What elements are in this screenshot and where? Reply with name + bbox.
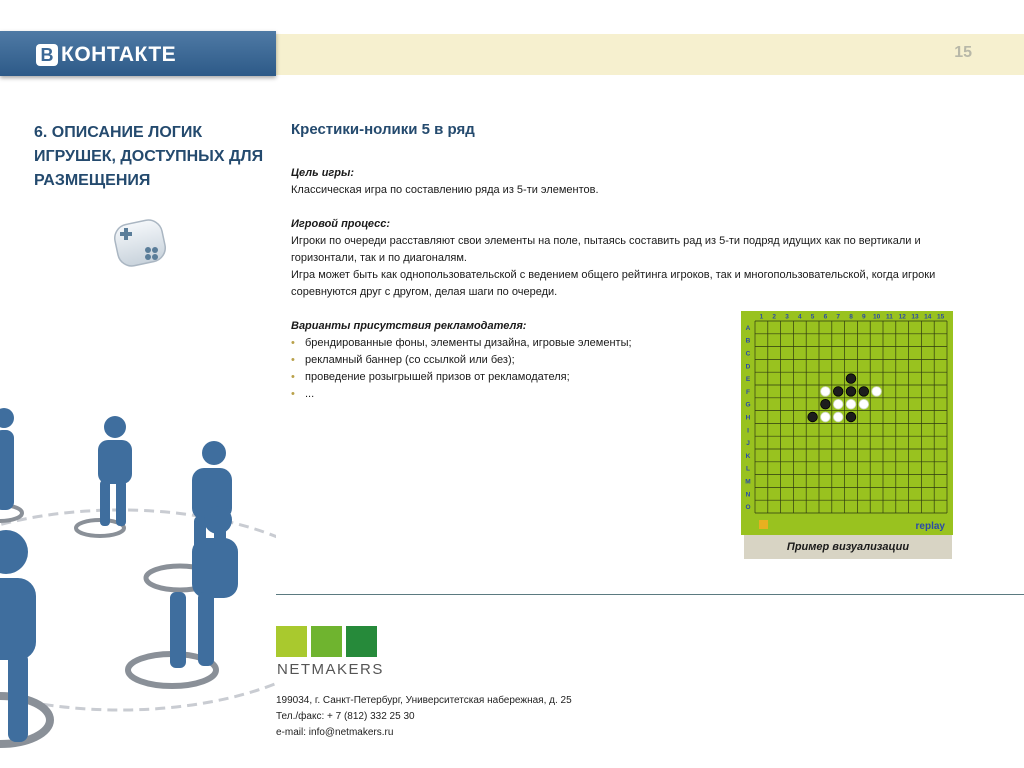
col-label: 8 bbox=[849, 313, 853, 321]
row-label: D bbox=[745, 363, 751, 371]
bullet-icon: • bbox=[291, 337, 295, 349]
row-label: F bbox=[746, 388, 750, 396]
col-label: 3 bbox=[785, 313, 789, 321]
col-label: 2 bbox=[772, 313, 777, 321]
white-stone bbox=[821, 412, 831, 422]
white-stone bbox=[846, 399, 856, 409]
black-stone bbox=[833, 387, 843, 397]
contact-info bbox=[276, 693, 572, 741]
email-line: e-mail: info@netmakers.ru bbox=[276, 727, 394, 738]
black-stone bbox=[808, 412, 818, 422]
process-text-1: Игроки по очереди расставляют свои элементы на поле, пытаясь составить рад из 5-ти подряд идущих как по вертикали и горизонтали, так и по диагоналям. bbox=[291, 235, 921, 264]
col-label: 10 bbox=[872, 313, 881, 321]
white-stone bbox=[859, 399, 869, 409]
trophy-icon bbox=[759, 520, 768, 529]
row-label: L bbox=[746, 465, 750, 473]
col-label: 11 bbox=[885, 313, 893, 321]
col-label: 14 bbox=[924, 313, 932, 321]
netmakers-logo bbox=[276, 626, 381, 657]
vk-header-bar bbox=[0, 31, 276, 76]
ads-item-2: рекламный баннер (со ссылкой или без); bbox=[305, 354, 515, 366]
ads-label: Варианты присутствия рекламодателя: bbox=[291, 320, 527, 332]
page-number: 15 bbox=[954, 44, 972, 61]
ads-list bbox=[291, 335, 651, 403]
col-label: 5 bbox=[810, 313, 815, 321]
white-stone bbox=[833, 412, 843, 422]
col-label: 9 bbox=[861, 313, 866, 321]
row-label: H bbox=[745, 414, 751, 422]
board-caption: Пример визуализации bbox=[744, 535, 952, 559]
bullet-icon: • bbox=[291, 371, 295, 383]
footer-divider bbox=[276, 594, 1024, 595]
row-label: N bbox=[745, 491, 751, 499]
goal-text: Классическая игра по составлению ряда из 5-ти элементов. bbox=[291, 184, 599, 196]
row-label: G bbox=[745, 401, 751, 409]
bullet-icon: • bbox=[291, 388, 295, 400]
list-item bbox=[291, 335, 651, 352]
process-label: Игровой процесс: bbox=[291, 218, 391, 230]
black-stone bbox=[859, 387, 869, 397]
people-network-illustration bbox=[0, 380, 276, 768]
replay-button[interactable]: replay bbox=[915, 521, 945, 532]
goal-label: Цель игры: bbox=[291, 167, 355, 179]
game-board[interactable] bbox=[741, 311, 953, 535]
logo-square-3 bbox=[346, 626, 377, 657]
list-item bbox=[291, 386, 651, 403]
row-label: I bbox=[747, 427, 749, 435]
vk-logo-letter: В bbox=[36, 44, 58, 66]
address-line: 199034, г. Санкт-Петербург, Университетская набережная, д. 25 bbox=[276, 695, 572, 706]
row-label: C bbox=[745, 350, 751, 358]
header-band bbox=[276, 34, 1024, 75]
logo-square-2 bbox=[311, 626, 342, 657]
col-label: 7 bbox=[836, 313, 841, 321]
col-label: 6 bbox=[823, 313, 828, 321]
white-stone bbox=[872, 387, 882, 397]
list-item bbox=[291, 352, 651, 369]
list-item bbox=[291, 369, 651, 386]
col-label: 15 bbox=[936, 313, 945, 321]
logo-square-1 bbox=[276, 626, 307, 657]
row-label: E bbox=[745, 376, 751, 384]
ads-item-1: брендированные фоны, элементы дизайна, игровые элементы; bbox=[305, 337, 632, 349]
col-label: 4 bbox=[797, 313, 802, 321]
black-stone bbox=[846, 374, 856, 384]
vk-logo-text: КОНТАКТЕ bbox=[61, 43, 177, 66]
bullet-icon: • bbox=[291, 354, 295, 366]
row-label: J bbox=[746, 440, 750, 448]
process-text-2: Игра может быть как однопользовательской с ведением общего рейтинга игроков, так и многопользовательской, когда игроки соревнуются друг с другом, делая шаги по очереди. bbox=[291, 269, 936, 298]
game-title: Крестики-нолики 5 в ряд bbox=[291, 121, 475, 138]
white-stone bbox=[821, 387, 831, 397]
brand-name: NETMAKERS bbox=[277, 661, 384, 678]
gamepad-icon bbox=[108, 216, 174, 276]
black-stone bbox=[846, 412, 856, 422]
black-stone bbox=[821, 399, 831, 409]
game-board-visual bbox=[741, 311, 953, 559]
col-label: 13 bbox=[911, 313, 919, 321]
phone-line: Тел./факс: + 7 (812) 332 25 30 bbox=[276, 711, 415, 722]
section-title: 6. ОПИСАНИЕ ЛОГИК ИГРУШЕК, ДОСТУПНЫХ ДЛЯ РАЗМЕЩЕНИЯ bbox=[34, 124, 264, 189]
white-stone bbox=[833, 399, 843, 409]
row-label: M bbox=[745, 478, 751, 486]
row-label: B bbox=[745, 337, 751, 345]
black-stone bbox=[846, 387, 856, 397]
vk-logo[interactable] bbox=[36, 43, 176, 67]
ads-item-3: проведение розыгрышей призов от рекламодателя; bbox=[305, 371, 570, 383]
ads-item-4: ... bbox=[305, 388, 315, 400]
col-label: 1 bbox=[759, 313, 764, 321]
col-label: 12 bbox=[898, 313, 906, 321]
row-label: K bbox=[745, 452, 751, 460]
row-label: A bbox=[745, 324, 751, 332]
row-label: O bbox=[745, 504, 751, 512]
